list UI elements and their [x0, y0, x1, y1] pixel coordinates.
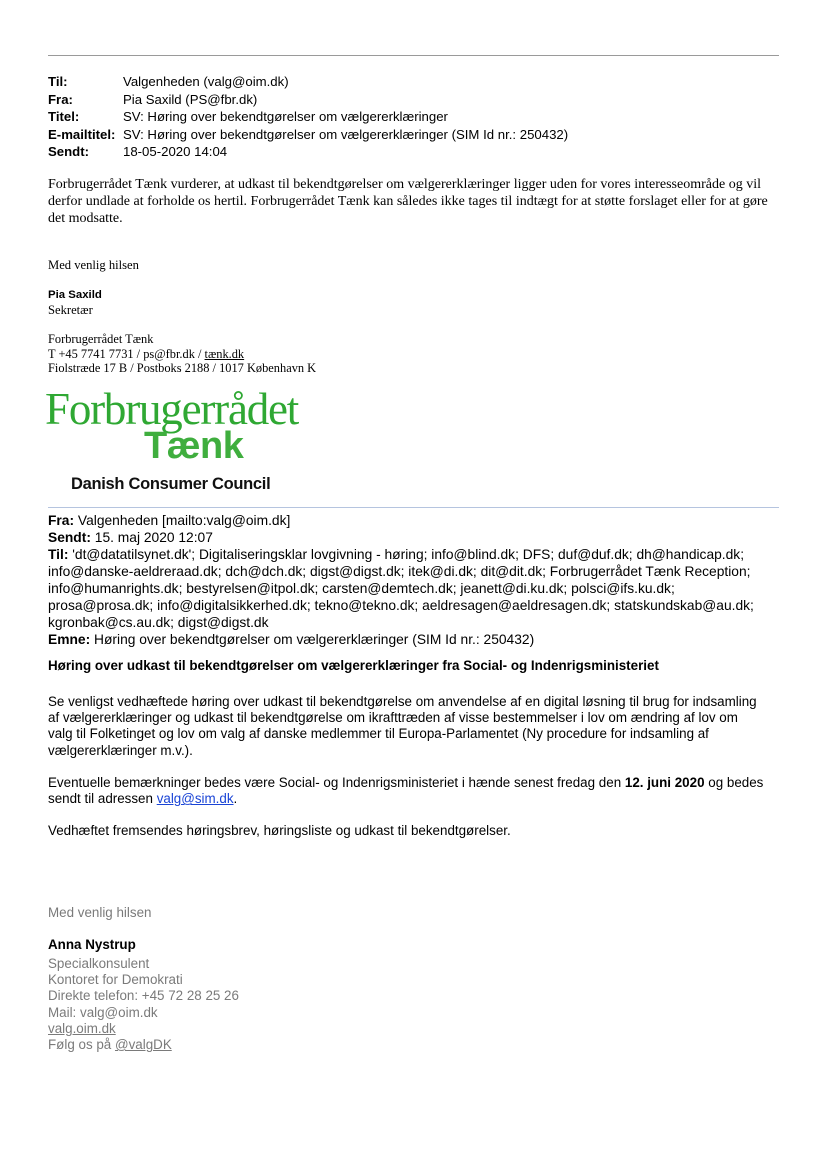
follow-text: Følg os på	[48, 1037, 115, 1053]
paragraph-line: Se venligst vedhæftede høring over udkast til bekendtgørelse om anvendelse af en digital løsning til brug for indsamling	[48, 694, 757, 709]
signature-web-row	[48, 1021, 239, 1037]
header-sent-row	[48, 143, 568, 161]
fwd-from-row	[48, 512, 788, 529]
fwd-to-line: 'dt@datatilsynet.dk'; Digitaliseringsklar lovgivning - høring; info@blind.dk; DFS; duf@duf.dk; dh@handicap.dk;	[72, 547, 745, 562]
reply-org: Forbrugerrådet Tænk	[48, 332, 154, 346]
fwd-to-line: prosa@prosa.dk; info@digitalsikkerhed.dk; tekno@tekno.dk; aeldresagen@aeldresagen.dk; statskundskab@au.dk;	[48, 598, 754, 613]
reply-body: Forbrugerrådet Tænk vurderer, at udkast til bekendtgørelser om vælgererklæringer ligger uden for vores interesseområde og vil derfor undlade at forholde os hertil. Forbrugerrådet Tænk kan således ikke tages til indtægt for at støtte forslaget eller for at gøre det modsatte.	[48, 177, 768, 226]
signature-phone: Direkte telefon: +45 72 28 25 26	[48, 988, 239, 1004]
fwd-subject-row	[48, 631, 788, 648]
paragraph-line	[48, 775, 788, 791]
forwarded-header	[48, 512, 788, 648]
reply-contact-line	[48, 347, 316, 362]
title-value: SV: Høring over bekendtgørelser om vælgererklæringer	[123, 109, 448, 125]
signature-follow-row	[48, 1037, 239, 1053]
fwd-subject-value: Høring over bekendtgørelser om vælgererklæringer (SIM Id nr.: 250432)	[94, 632, 535, 647]
paragraph-line	[48, 791, 788, 807]
deadline-date: 12. juni 2020	[624, 775, 705, 790]
from-label: Fra:	[48, 91, 73, 107]
valgdk-link[interactable]: @valgDK	[114, 1037, 172, 1053]
signature-greeting: Med venlig hilsen	[48, 905, 152, 920]
logo-taenk: Tænk	[144, 425, 244, 467]
message-paragraph-2	[48, 775, 788, 807]
signature-office: Kontoret for Demokrati	[48, 972, 183, 988]
from-value: Pia Saxild (PS@fbr.dk)	[123, 91, 258, 107]
fwd-to-line: kgronbak@cs.au.dk; digst@digst.dk	[48, 615, 269, 630]
valg-oim-link[interactable]: valg.oim.dk	[48, 1020, 116, 1036]
message-paragraph-1	[48, 694, 788, 759]
fwd-subject-label: Emne:	[48, 632, 91, 647]
fwd-sent-row	[48, 529, 788, 546]
fwd-to-row	[48, 546, 788, 563]
fwd-sent-label: Sendt:	[48, 530, 91, 545]
to-label: Til:	[48, 74, 68, 89]
taenk-link[interactable]: tænk.dk	[204, 346, 245, 361]
title-label: Titel:	[48, 109, 80, 125]
paragraph-line: vælgererklæringer m.v.).	[48, 742, 193, 758]
para2-end: .	[233, 791, 238, 807]
signature-title: Specialkonsulent	[48, 956, 150, 971]
para2-text-b: og bedes	[704, 775, 764, 790]
to-value: Valgenheden (valg@oim.dk)	[123, 74, 289, 89]
top-divider	[48, 55, 779, 56]
header-to-row	[48, 73, 568, 91]
signature-name: Anna Nystrup	[48, 937, 136, 952]
signature-mail: Mail: valg@oim.dk	[48, 1004, 158, 1020]
message-paragraph-3: Vedhæftet fremsendes høringsbrev, høringsliste og udkast til bekendtgørelser.	[48, 823, 511, 838]
fwd-to-label: Til:	[48, 547, 69, 562]
reply-contact-text: T +45 7741 7731 / ps@fbr.dk /	[48, 346, 205, 361]
header-from-row	[48, 91, 568, 109]
fwd-from-label: Fra:	[48, 513, 75, 528]
fwd-to-line: info@humanrights.dk; bestyrelsen@itpol.dk; carsten@demtech.dk; jeanett@di.ku.dk; polsci@ifs.ku.dk;	[48, 581, 675, 596]
reply-address: Fiolstræde 17 B / Postboks 2188 / 1017 København K	[48, 361, 317, 375]
sent-value: 18-05-2020 14:04	[123, 144, 228, 160]
reply-greeting: Med venlig hilsen	[48, 258, 139, 272]
reply-sender-name: Pia Saxild	[48, 289, 102, 301]
para2-line2: sendt til adressen	[48, 791, 157, 807]
fwd-to-line: info@danske-aeldreraad.dk; dch@dch.dk; digst@digst.dk; itek@di.dk; dit@dit.dk; Forbrugerrådet Tænk Reception;	[48, 564, 751, 579]
message-heading: Høring over udkast til bekendtgørelser om vælgererklæringer fra Social- og Indenrigsministeriet	[48, 658, 659, 673]
paragraph-line: af vælgererklæringer og udkast til bekendtgørelse om ikrafttræden af visse bestemmelser i lov om ændring af lov om	[48, 710, 738, 726]
fwd-sent-value: 15. maj 2020 12:07	[94, 530, 213, 545]
header-email-title-row	[48, 126, 568, 144]
forward-divider	[48, 507, 779, 508]
valg-sim-link[interactable]: valg@sim.dk	[156, 791, 234, 807]
paragraph-line: valg til Folketinget og lov om valg af danske medlemmer til Europa-Parlamentet (Ny procedure for indsamling af	[48, 726, 709, 742]
email-title-label: E-mailtitel:	[48, 126, 116, 142]
email-header	[48, 73, 568, 161]
reply-sender-role: Sekretær	[48, 303, 93, 317]
reply-contact-block	[48, 332, 316, 376]
para2-text-a: Eventuelle bemærkninger bedes være Social- og Indenrigsministeriet i hænde senest fredag den	[48, 775, 625, 790]
header-title-row	[48, 108, 568, 126]
signature-details	[48, 956, 239, 1053]
logo-forbrugerraadet: Forbrugerrådet	[45, 384, 299, 434]
logo-danish-consumer-council: Danish Consumer Council	[71, 475, 271, 493]
sent-label: Sendt:	[48, 144, 90, 160]
fwd-from-value: Valgenheden [mailto:valg@oim.dk]	[77, 513, 291, 528]
email-title-value: SV: Høring over bekendtgørelser om vælgererklæringer (SIM Id nr.: 250432)	[123, 126, 569, 142]
